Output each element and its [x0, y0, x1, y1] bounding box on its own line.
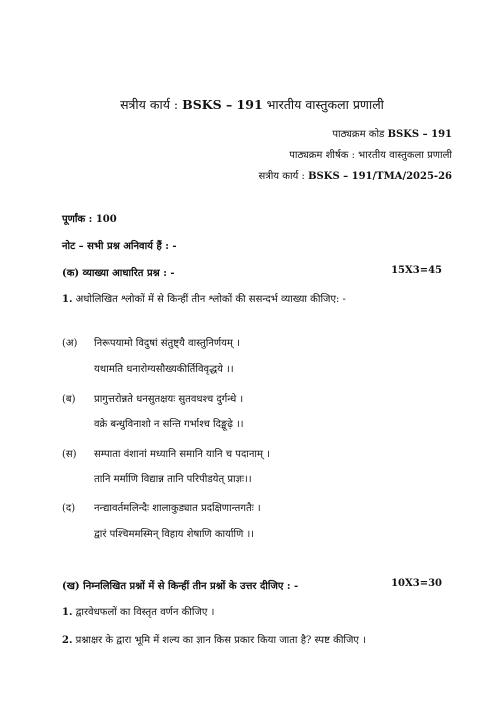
course-code-value: BSKS – 191	[387, 129, 452, 140]
section-a-marks: 15X3=45	[391, 265, 442, 276]
assignment-code-line	[258, 168, 452, 182]
question-text: प्रश्नाक्षर के द्वारा भूमि में शल्य का ज्ञान किस प्रकार किया जाता है? स्पष्ट कीजिए ।	[72, 635, 366, 646]
section-a-instruction	[62, 291, 346, 305]
verse-line: वक्रे बन्धुविनाशो न सन्ति गर्भाश्च दिङ्मूढ़े ।।	[94, 419, 244, 430]
total-marks: पूर्णांक : 100	[62, 214, 117, 225]
question-item	[62, 632, 366, 646]
verse-line: तानि मर्माणि विद्यान्न तानि परिपीडयेत् प्राज्ञः।।	[94, 474, 252, 485]
verse-marker: (स)	[62, 449, 77, 460]
instruction-text: अधोलिखित श्लोकों में से किन्हीं तीन श्लोकों की ससन्दर्भ व्याख्या कीजिए: -	[72, 294, 346, 305]
course-code-label: पाठ्यक्रम कोड	[332, 129, 388, 140]
course-title-line: पाठ्यक्रम शीर्षक : भारतीय वास्तुकला प्रणाली	[289, 150, 452, 161]
verse-marker: (ब)	[62, 394, 76, 405]
title-code: BSKS – 191	[182, 97, 263, 112]
verse-line: नन्द्यावर्तमलिन्दैः शालाकुड्यात प्रदक्षिणान्तगतैः ।	[94, 503, 261, 514]
instruction-number: 1.	[62, 294, 73, 305]
question-number: 1.	[62, 607, 73, 618]
question-item	[62, 604, 214, 618]
verse-marker: (अ)	[62, 338, 78, 349]
question-number: 2.	[62, 635, 73, 646]
section-a-heading: (क) व्याख्या आधारित प्रश्न : -	[62, 268, 175, 279]
assignment-value: BSKS – 191/TMA/2025-26	[308, 171, 452, 182]
verse-line: निरूपयामो विदुषां संतुष्ट्यै वास्तुनिर्णयम् ।	[94, 338, 240, 349]
question-text: द्वारवेधफलों का विस्तृत वर्णन कीजिए ।	[72, 607, 215, 618]
note-line: नोट – सभी प्रश्न अनिवार्य हैं : -	[62, 241, 177, 252]
section-b-heading: (ख) निम्नलिखित प्रश्नों में से किन्हीं तीन प्रश्नों के उत्तर दीजिए : -	[62, 581, 299, 592]
verse-line: प्रागुत्तरोन्नते धनसुतक्षयः सुतवधश्च दुर्गन्धे ।	[94, 394, 244, 405]
title-prefix: सत्रीय कार्य :	[120, 97, 183, 112]
verse-marker: (द)	[62, 503, 76, 514]
course-code-line	[332, 126, 452, 140]
assignment-label: सत्रीय कार्य :	[258, 171, 309, 182]
verse-line: सम्पाता वंशानां मध्यानि समानि यानि च पदानाम् ।	[94, 449, 270, 460]
verse-line: द्वारं पश्चिममस्मिन् विहाय शेषाणि कार्याणि ।।	[94, 529, 255, 540]
page-title	[0, 96, 504, 113]
verse-line: यथामति धनारोग्यसौख्यकीर्तिविवृद्धये ।।	[94, 364, 234, 375]
section-b-marks: 10X3=30	[391, 578, 442, 589]
title-suffix: भारतीय वास्तुकला प्रणाली	[262, 97, 384, 112]
